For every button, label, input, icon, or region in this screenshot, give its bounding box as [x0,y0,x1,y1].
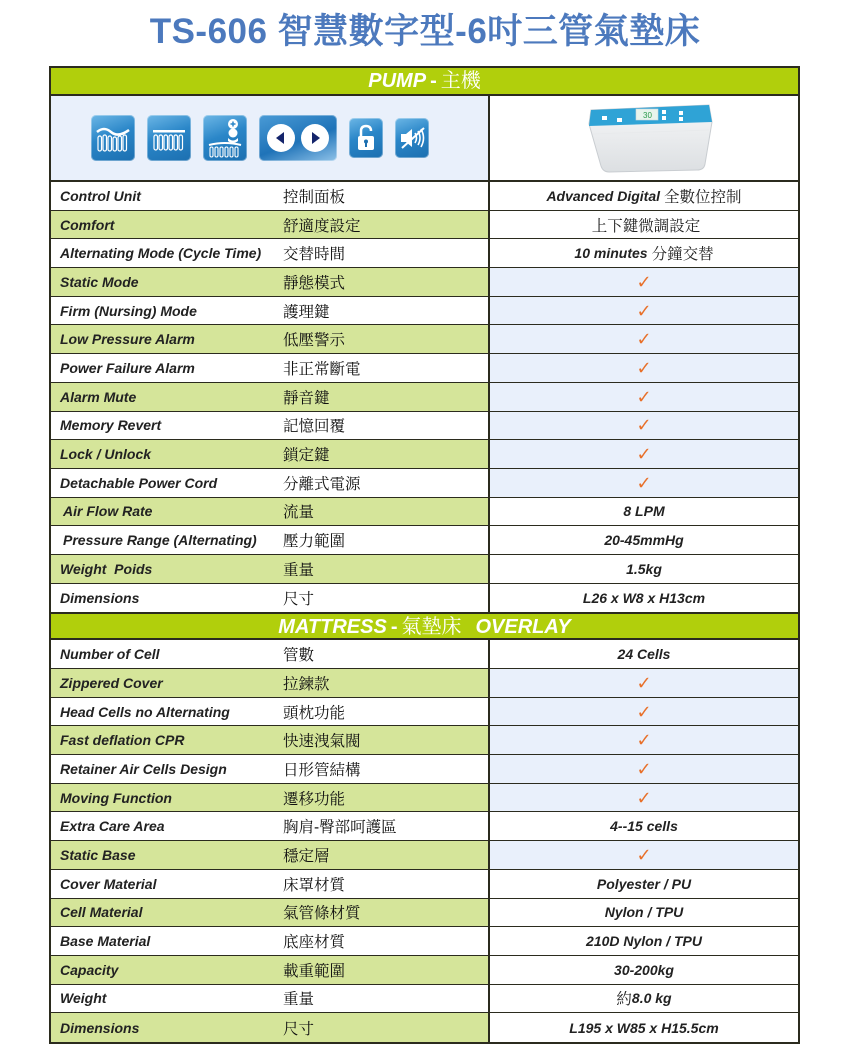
spec-label-en: Memory Revert [60,417,162,434]
spec-value: 8 LPM [623,503,665,520]
spec-row-pump-dimensions [51,584,798,613]
mattress-header-overlay: OVERLAY [475,616,571,639]
spec-value: 24 Cells [617,646,671,663]
static-mattress-icon [147,115,191,161]
spec-row-pressure-range [51,526,798,555]
checkmark-icon: ✓ [636,701,652,722]
spec-label-en: Capacity [60,961,119,978]
spec-label-en: Weight [60,990,107,1007]
control-icons-panel [51,96,490,180]
checkmark-icon: ✓ [636,730,652,751]
spec-value: 1.5kg [626,560,662,577]
pump-spec-rows [51,182,798,612]
spec-label-zh: 穩定層 [283,847,330,865]
spec-label-en: Control Unit [60,187,141,204]
checkmark-icon: ✓ [636,672,652,693]
spec-row-static-base [51,841,798,870]
spec-row-number-of-cell [51,640,798,669]
spec-row-capacity [51,956,798,985]
spec-label-zh: 靜態模式 [283,274,346,292]
spec-row-power-failure-alarm [51,354,798,383]
spec-value-prefix-zh: 約 [616,991,632,1009]
spec-value: Polyester / PU [596,875,692,892]
spec-row-low-pressure-alarm [51,325,798,354]
spec-row-pump-weight [51,555,798,584]
spec-label-zh: 重量 [283,561,315,579]
spec-row-head-cells [51,698,798,727]
spec-label-zh: 非正常斷電 [283,360,361,378]
spec-row-mattress-dimensions [51,1013,798,1042]
spec-row-zippered-cover [51,669,798,698]
spec-label-zh: 頭枕功能 [283,704,346,722]
spec-value: 210D Nylon / TPU [586,933,702,950]
spec-label-zh: 載重範圍 [283,962,346,980]
spec-row-detachable-power-cord [51,469,798,498]
spec-row-retainer-air-cells [51,755,798,784]
spec-label-en: Power Failure Alarm [60,359,195,376]
mattress-header-en: MATTRESS [278,616,387,639]
spec-row-cell-material [51,899,798,928]
pump-image-cell [490,96,798,180]
pump-header-en: PUMP [368,70,427,92]
spec-table [49,66,800,1044]
nursing-mode-icon [203,115,247,161]
spec-label-zh: 流量 [283,504,315,522]
spec-label-en: Extra Care Area [60,818,165,835]
spec-value-zh: 分鐘交替 [651,246,714,264]
checkmark-icon: ✓ [636,300,652,321]
spec-label-en: Pressure Range (Alternating) [63,532,257,549]
spec-value: 10 minutes [574,245,648,262]
mattress-header-sep: - [390,616,398,639]
left-right-arrows-icon [259,115,337,161]
spec-label-zh: 氣管條材質 [283,905,361,923]
spec-label-en: Zippered Cover [60,674,163,691]
left-arrow-icon [267,124,295,152]
checkmark-icon: ✓ [636,787,652,808]
spec-label-zh: 護理鍵 [283,303,330,321]
spec-label-en: Detachable Power Cord [60,474,218,491]
unlock-icon [349,118,383,158]
spec-row-base-material [51,927,798,956]
spec-value: 8.0 kg [631,990,672,1007]
spec-label-zh: 管數 [283,647,315,665]
spec-row-comfort [51,211,798,240]
spec-label-zh: 鎖定鍵 [283,447,330,465]
spec-label-en: Cell Material [60,904,143,921]
mattress-spec-rows [51,640,798,1042]
spec-label-en: Alarm Mute [60,388,137,405]
checkmark-icon: ✓ [636,472,652,493]
spec-row-moving-function [51,784,798,813]
spec-value: 20-45mmHg [604,532,684,549]
spec-label-zh: 交替時間 [283,246,346,264]
spec-label-zh: 拉鍊款 [283,675,330,693]
spec-row-extra-care-area [51,812,798,841]
spec-label-en: Number of Cell [60,646,160,663]
right-arrow-icon [301,124,329,152]
spec-label-en: Retainer Air Cells Design [60,760,227,777]
spec-label-en: Lock / Unlock [60,446,152,463]
spec-label-en: Air Flow Rate [63,503,153,520]
spec-value: L195 x W85 x H15.5cm [569,1019,719,1036]
pump-section-header [51,68,798,96]
pump-icon-row [51,96,798,182]
spec-label-zh: 胸肩-臀部呵護區 [283,819,397,837]
mute-icon [395,118,429,158]
spec-label-zh: 重量 [283,991,315,1009]
spec-label-en: Comfort [60,216,115,233]
spec-label-en: Cover Material [60,875,157,892]
spec-value-zh: 全數位控制 [664,188,742,206]
checkmark-icon: ✓ [636,844,652,865]
pump-unit-image [569,102,719,174]
spec-label-en: Dimensions [60,589,140,606]
spec-value: 4--15 cells [610,818,678,835]
spec-value: Nylon / TPU [604,904,684,921]
spec-row-cover-material [51,870,798,899]
spec-row-static-mode [51,268,798,297]
spec-row-lock-unlock [51,440,798,469]
spec-row-memory-revert [51,412,798,441]
checkmark-icon: ✓ [636,758,652,779]
checkmark-icon: ✓ [636,415,652,436]
spec-row-control-unit [51,182,798,211]
spec-row-air-flow-rate [51,498,798,527]
spec-label-zh: 尺寸 [283,1020,315,1038]
spec-label-zh: 控制面板 [283,188,346,206]
checkmark-icon: ✓ [636,329,652,350]
spec-label-zh: 日形管結構 [283,761,361,779]
spec-value: Advanced Digital [546,187,661,204]
spec-label-en: Low Pressure Alarm [60,331,195,348]
spec-label-en: Base Material [60,933,151,950]
spec-row-mattress-weight [51,985,798,1014]
checkmark-icon: ✓ [636,271,652,292]
spec-label-zh: 底座材質 [283,934,346,952]
spec-value: 30-200kg [614,961,674,978]
spec-label-zh: 遷移功能 [283,790,346,808]
spec-label-zh: 壓力範圍 [283,533,346,551]
alternating-mattress-icon [91,115,135,161]
page-title: TS-606 智慧數字型-6吋三管氣墊床 [149,12,701,51]
pump-header-sep: - [430,70,437,92]
spec-label-zh: 記憶回覆 [283,418,346,436]
spec-row-alarm-mute [51,383,798,412]
spec-label-zh: 尺寸 [283,590,315,608]
checkmark-icon: ✓ [636,386,652,407]
spec-label-zh: 分離式電源 [283,475,361,493]
spec-label-zh: 低壓警示 [283,332,346,350]
spec-row-fast-deflation-cpr [51,726,798,755]
spec-label-en: Static Mode [60,273,139,290]
spec-label-en: Dimensions [60,1019,140,1036]
checkmark-icon: ✓ [636,357,652,378]
spec-label-zh: 床罩材質 [283,876,346,894]
spec-label-en: Static Base [60,846,136,863]
spec-label-en: Firm (Nursing) Mode [60,302,197,319]
spec-label-zh: 快速洩氣閥 [283,733,361,751]
checkmark-icon: ✓ [636,444,652,465]
spec-label-en: Head Cells no Alternating [60,703,230,720]
spec-label-en: Moving Function [60,789,172,806]
pump-header-zh: 主機 [440,70,481,92]
svg-text:30: 30 [643,111,652,120]
spec-row-firm-mode [51,297,798,326]
spec-row-alternating-mode [51,239,798,268]
spec-label-zh: 舒適度設定 [283,217,361,235]
spec-label-zh: 靜音鍵 [283,389,330,407]
mattress-section-header [51,612,798,640]
mattress-header-zh: 氣墊床 [401,616,462,639]
spec-label-en: Weight Poids [60,560,153,577]
spec-label-en: Fast deflation CPR [60,732,185,749]
spec-value-zh: 上下鍵微調設定 [591,217,701,235]
spec-label-en: Alternating Mode (Cycle Time) [60,245,262,262]
spec-value: L26 x W8 x H13cm [582,589,706,606]
